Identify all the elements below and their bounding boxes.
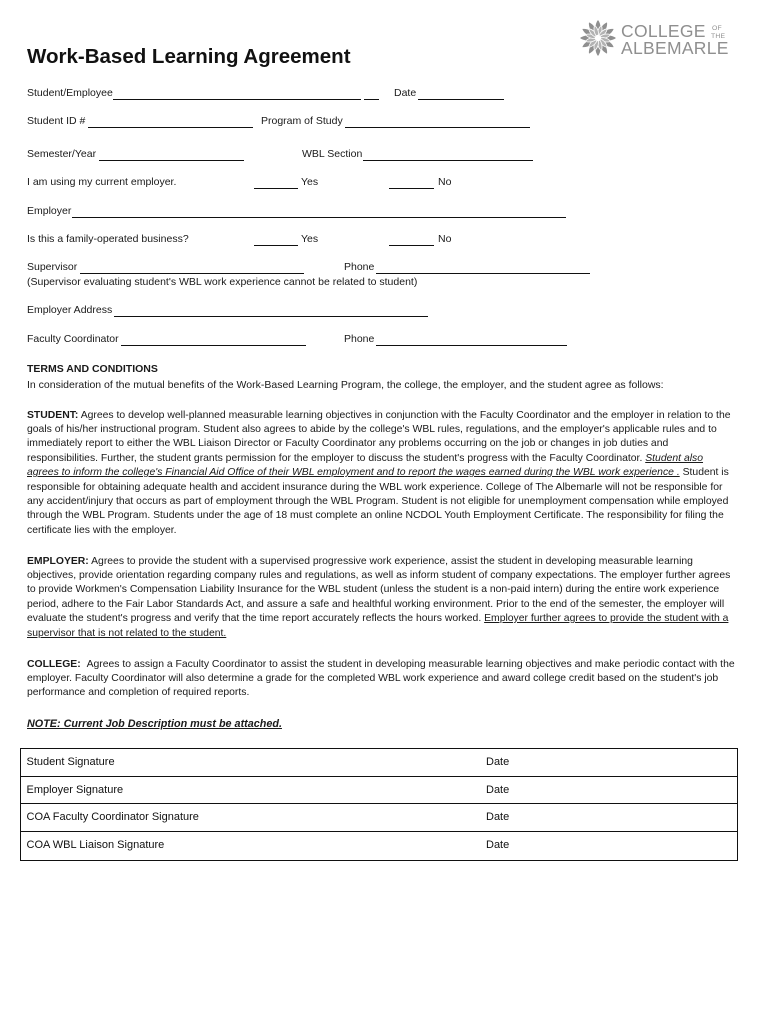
signature-row-student[interactable] bbox=[21, 749, 737, 777]
supervisor-phone-label: Phone bbox=[344, 261, 375, 273]
family-business-no-field[interactable] bbox=[389, 233, 434, 246]
signature-row-faculty-coordinator[interactable] bbox=[21, 804, 737, 832]
employer-terms-emphasis: Employer further agrees to provide the student with a bbox=[484, 613, 729, 625]
student-terms-text: any accident/injury that occurs as part of employment through the WBL Program. Student is not eligible for unemployment compensation while employed bbox=[27, 495, 729, 507]
student-id-label: Student ID # bbox=[27, 115, 86, 127]
employer-terms-line bbox=[27, 612, 730, 626]
student-terms-line bbox=[27, 509, 731, 523]
faculty-coordinator-label: Faculty Coordinator bbox=[27, 333, 119, 345]
supervisor-phone-field[interactable] bbox=[376, 261, 590, 274]
employer-terms-line bbox=[27, 583, 730, 597]
student-terms-line bbox=[27, 495, 731, 509]
employer-terms-line bbox=[27, 569, 730, 583]
date-field[interactable] bbox=[418, 87, 504, 100]
employer-terms-text: period, adhere to the Fair Labor Standards Act, and assure a safe and healthful working environment. Prior to the end of the semester, the employer will bbox=[27, 598, 725, 610]
student-terms-line bbox=[27, 524, 731, 538]
college-terms-line bbox=[27, 658, 735, 672]
terms-heading: TERMS AND CONDITIONS bbox=[27, 363, 158, 375]
faculty-coordinator-field[interactable] bbox=[121, 333, 306, 346]
seal-center bbox=[595, 35, 601, 41]
signature-label: Employer Signature bbox=[26, 783, 124, 796]
signature-row-employer[interactable] bbox=[21, 777, 737, 805]
signature-date-label: Date bbox=[486, 756, 510, 768]
student-terms-line bbox=[27, 437, 731, 451]
job-description-note: NOTE: Current Job Description must be attached. bbox=[27, 718, 282, 730]
student-employee-label: Student/Employee bbox=[27, 87, 113, 99]
current-employer-yes-label: Yes bbox=[301, 176, 319, 188]
student-terms-line bbox=[27, 466, 731, 480]
student-terms-lead: STUDENT: bbox=[27, 409, 79, 421]
student-terms-text: Student is bbox=[682, 467, 729, 479]
employer-terms bbox=[27, 555, 730, 641]
current-employer-question: I am using my current employer. bbox=[27, 176, 177, 188]
wbl-section-field[interactable] bbox=[363, 148, 533, 161]
signature-table bbox=[20, 748, 738, 861]
current-employer-yes-field[interactable] bbox=[254, 176, 298, 189]
semester-year-field[interactable] bbox=[99, 148, 244, 161]
signature-label: COA WBL Liaison Signature bbox=[26, 838, 165, 851]
student-id-field[interactable] bbox=[88, 115, 253, 128]
college-terms-text: Agrees to assign a Faculty Coordinator to assist the student in developing measurable learning objectives and make periodic contact with the bbox=[86, 658, 735, 670]
student-terms-emphasis: agrees to inform the college's Financial Aid Office of their WBL employment and to report the wages earned during the WBL work experience . bbox=[27, 467, 680, 479]
employer-address-field[interactable] bbox=[114, 304, 428, 317]
employer-terms-line bbox=[27, 555, 730, 569]
student-terms-text: responsibilities. Further, the student grants permission for the employer to discuss the student's progress with the Faculty Coordinator. bbox=[27, 452, 643, 464]
logo-word-college: COLLEGE bbox=[621, 20, 706, 41]
college-terms-lead: COLLEGE: bbox=[27, 658, 81, 670]
student-terms-line bbox=[27, 481, 731, 495]
college-terms-text: performance and completion of required reports. bbox=[27, 687, 250, 699]
student-terms-text: responsible for obtaining adequate health and accident insurance during the WBL work experience. College of The Albemarle will not be responsible for bbox=[27, 481, 723, 493]
signature-date-label: Date bbox=[486, 811, 510, 823]
employer-terms-lead: EMPLOYER: bbox=[27, 555, 89, 567]
program-of-study-label: Program of Study bbox=[261, 115, 343, 127]
student-terms-line bbox=[27, 409, 731, 423]
student-terms-text: through the WBL Program. Students under the age of 18 must complete an online NCDOL Youth Employment Certificate. The responsibility for filing the bbox=[27, 510, 724, 522]
college-terms bbox=[27, 658, 735, 701]
terms-intro: In consideration of the mutual benefits of the Work-Based Learning Program, the college, the employer, and the student agree as follows: bbox=[27, 379, 664, 391]
employer-terms-text: evaluate the student's progress and verify that the time report accurately reflects the hours worked. bbox=[27, 613, 482, 625]
student-terms bbox=[27, 409, 731, 539]
current-employer-no-label: No bbox=[438, 176, 452, 188]
college-seal-icon bbox=[578, 18, 618, 58]
signature-label: Student Signature bbox=[26, 756, 115, 768]
signature-label: COA Faculty Coordinator Signature bbox=[26, 811, 199, 823]
program-of-study-field[interactable] bbox=[345, 115, 530, 128]
page-title: Work-Based Learning Agreement bbox=[27, 45, 351, 68]
student-terms-text: Agrees to develop well-planned measurable learning objectives in conjunction with the Faculty Coordinator and the employer in relation to the bbox=[80, 409, 731, 421]
college-terms-line bbox=[27, 672, 735, 686]
family-business-yes-label: Yes bbox=[301, 233, 319, 245]
semester-year-label: Semester/Year bbox=[27, 148, 97, 160]
employer-terms-line bbox=[27, 627, 730, 641]
student-terms-line bbox=[27, 452, 731, 466]
employer-terms-text: objectives, provide orientation regarding company rules and regulations, as well as inform student of company expectations. The employer further agrees bbox=[27, 569, 731, 581]
faculty-coordinator-phone-field[interactable] bbox=[376, 333, 567, 346]
employer-terms-text: Agrees to provide the student with a supervised progressive work experience, assist the student in developing measurable learning bbox=[91, 555, 693, 567]
employer-label: Employer bbox=[27, 205, 72, 217]
date-label: Date bbox=[394, 87, 417, 99]
student-employee-field-extension bbox=[364, 87, 379, 100]
supervisor-field[interactable] bbox=[80, 261, 304, 274]
logo-word-of: OF bbox=[712, 25, 722, 32]
signature-date-label: Date bbox=[486, 783, 510, 796]
employer-terms-emphasis: supervisor that is not related to the student. bbox=[27, 627, 227, 639]
employer-address-label: Employer Address bbox=[27, 304, 113, 316]
employer-terms-line bbox=[27, 598, 730, 612]
signature-row-wbl-liaison[interactable] bbox=[21, 832, 737, 860]
family-business-yes-field[interactable] bbox=[254, 233, 298, 246]
college-terms-line bbox=[27, 686, 735, 700]
student-terms-text: goals of his/her instructional program. Student also agrees to abide by the college's WBL rules, regulations, and the employer's applicable rules and to bbox=[27, 423, 717, 435]
logo-word-the: THE bbox=[711, 32, 726, 40]
current-employer-no-field[interactable] bbox=[389, 176, 434, 189]
family-business-question: Is this a family-operated business? bbox=[27, 233, 189, 245]
signature-date-label: Date bbox=[486, 838, 510, 851]
employer-terms-text: to provide Workmen's Compensation Liability Insurance for the WBL student (unless the student is a non-paid intern) during the entire work experience bbox=[27, 584, 720, 596]
student-terms-text: certificate lies with the employer. bbox=[27, 524, 177, 536]
logo-word-albemarle: ALBEMARLE bbox=[621, 37, 729, 58]
faculty-coordinator-phone-label: Phone bbox=[344, 333, 375, 345]
wbl-section-label: WBL Section bbox=[302, 148, 363, 160]
employer-field[interactable] bbox=[72, 205, 566, 218]
student-employee-field[interactable] bbox=[113, 87, 361, 100]
student-terms-text: immediately report to either the WBL Liaison Director or Faculty Coordinator any problems occurring on the job or changes in job duties and bbox=[27, 438, 669, 450]
student-terms-line bbox=[27, 423, 731, 437]
college-terms-text: employer. Faculty Coordinator will also determine a grade for the completed WBL work experience and award college credit based on the student's job bbox=[27, 672, 719, 684]
student-terms-emphasis: Student also bbox=[645, 452, 704, 464]
supervisor-label: Supervisor bbox=[27, 261, 78, 273]
supervisor-note: (Supervisor evaluating student's WBL work experience cannot be related to student) bbox=[27, 276, 418, 288]
family-business-no-label: No bbox=[438, 233, 452, 245]
